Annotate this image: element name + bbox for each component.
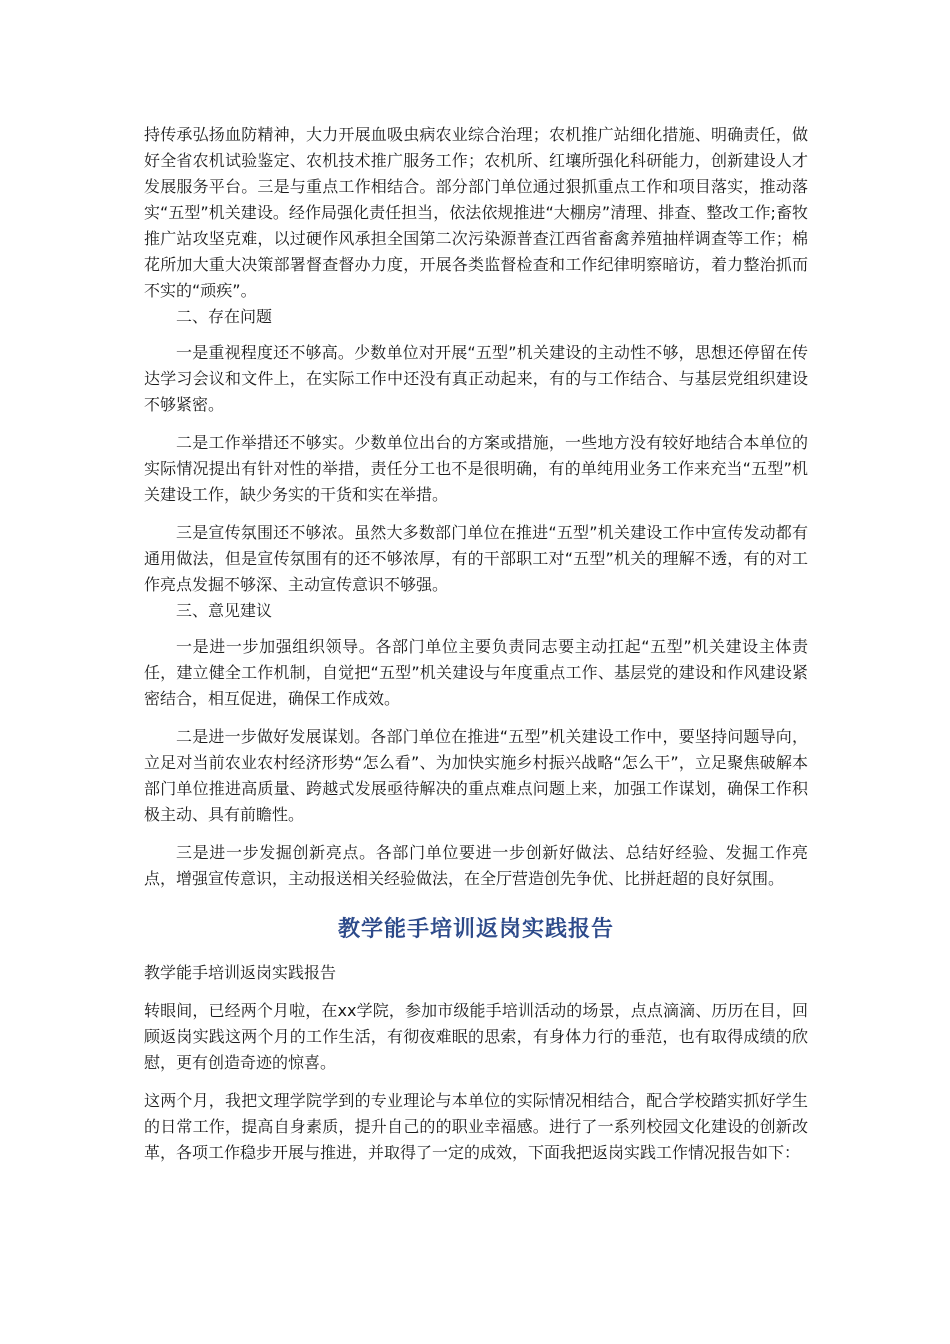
report-paragraph-1: 转眼间，已经两个月啦，在xx学院，参加市级能手培训活动的场景，点点滴滴、历历在目，回顾返岗实践这两个月的工作生活，有彻夜难眠的思索，有身体力行的垂范，也有取得成绩的欣慰，更有创造奇迹的惊喜。 bbox=[144, 1001, 808, 1072]
continuation-paragraph: 持传承弘扬血防精神，大力开展血吸虫病农业综合治理；农机推广站细化措施、明确责任，做好全省农机试验鉴定、农机技术推广服务工作；农机所、红壤所强化科研能力，创新建设人才发展服务平台。三是与重点工作相结合。部分部门单位通过狠抓重点工作和项目落实，推动落实“五型”机关建设。经作局强化责任担当，依法依规推进“大棚房”清理、排查、整改工作;畜牧推广站攻坚克难，以过硬作风承担全国第二次污染源普查江西省畜禽养殖抽样调查等工作；棉花所加大重大决策部署督查督办力度，开展各类监督检查和工作纪律明察暗访，着力整治抓而不实的“顽疾”。 bbox=[144, 125, 808, 300]
suggestion-paragraph-1: 一是进一步加强组织领导。各部门单位主要负责同志要主动扛起“五型”机关建设主体责任，建立健全工作机制，自觉把“五型”机关建设与年度重点工作、基层党的建设和作风建设紧密结合，相互促进，确保工作成效。 bbox=[144, 637, 808, 708]
suggestion-paragraph-2: 二是进一步做好发展谋划。各部门单位在推进“五型”机关建设工作中，要坚持问题导向，立足对当前农业农村经济形势“怎么看”、为加快实施乡村振兴战略“怎么干”，立足聚焦破解本部门单位推进高质量、跨越式发展亟待解决的重点难点问题上来，加强工作谋划，确保工作积极主动、具有前瞻性。 bbox=[144, 727, 808, 824]
suggestion-paragraph-3: 三是进一步发掘创新亮点。各部门单位要进一步创新好做法、总结好经验、发掘工作亮点，增强宣传意识，主动报送相关经验做法，在全厅营造创先争优、比拼赶超的良好氛围。 bbox=[144, 843, 808, 888]
report-title: 教学能手培训返岗实践报告 bbox=[337, 916, 614, 942]
section-heading-suggestions: 三、意见建议 bbox=[176, 601, 273, 620]
problem-paragraph-1: 一是重视程度还不够高。少数单位对开展“五型”机关建设的主动性不够，思想还停留在传达学习会议和文件上，在实际工作中还没有真正动起来，有的与工作结合、与基层党组织建设不够紧密。 bbox=[144, 343, 808, 414]
report-paragraph-2: 这两个月，我把文理学院学到的专业理论与本单位的实际情况相结合，配合学校踏实抓好学生的日常工作，提高自身素质，提升自己的的职业幸福感。进行了一系列校园文化建设的创新改革，各项工作稳步开展与推进，并取得了一定的成效，下面我把返岗实践工作情况报告如下： bbox=[144, 1091, 808, 1162]
section-heading-problems: 二、存在问题 bbox=[176, 307, 273, 326]
document-page bbox=[144, 122, 808, 1166]
report-subtitle: 教学能手培训返岗实践报告 bbox=[144, 963, 337, 982]
problem-paragraph-2: 二是工作举措还不够实。少数单位出台的方案或措施，一些地方没有较好地结合本单位的实际情况提出有针对性的举措，责任分工也不是很明确，有的单纯用业务工作来充当“五型”机关建设工作，缺少务实的干货和实在举措。 bbox=[144, 433, 808, 504]
problem-paragraph-3: 三是宣传氛围还不够浓。虽然大多数部门单位在推进“五型”机关建设工作中宣传发动都有通用做法，但是宣传氛围有的还不够浓厚，有的干部职工对“五型”机关的理解不透，有的对工作亮点发掘不够深、主动宣传意识不够强。 bbox=[144, 523, 808, 594]
